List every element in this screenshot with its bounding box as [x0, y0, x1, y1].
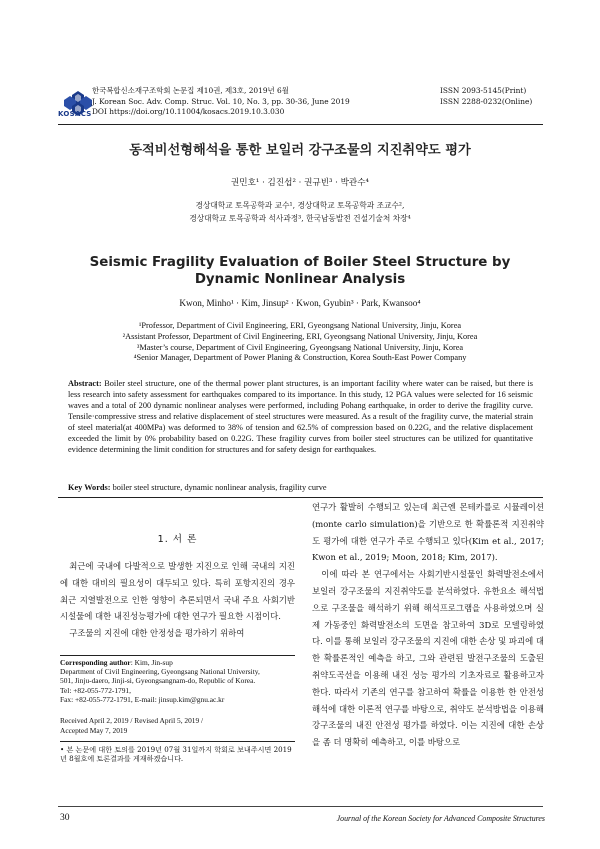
affiliation-line: ³Master’s course, Department of Civil Engineering, Gyeongsang National University, Jinju, Korea [136, 342, 464, 352]
footer-rule [58, 806, 543, 807]
corresponding-line: 501, Jinju-daero, Jinji-si, Gyeongsangnam-do, Republic of Korea. [60, 676, 256, 686]
doi-link[interactable]: DOI https://doi.org/10.11004/kosacs.2019.10.3.030 [92, 107, 285, 116]
abstract-rule [58, 497, 543, 498]
journal-header-left [92, 86, 350, 118]
affiliation-line: ⁴Senior Manager, Department of Power Planing & Construction, Korea South-East Power Company [133, 353, 467, 363]
date-line: Received April 2, 2019 / Revised April 5, 2019 / [60, 716, 204, 725]
keywords-label: Key Words: [68, 483, 111, 492]
abstract-text: Boiler steel structure, one of the thermal power plant structures, is an important facility where water can be raised, but there is less research into safety assessment for earthquakes compared to its importance. In this study, 12 PGA values were selected for 16 seismic waves and a total of 200 dynamic nonlinear analyses were performed, including Pohang earthquake, in order to derive the fragility curve. Tensile·compressive stress and relative displacement of steel structures were measured. As a result of the fragility curve, the material strain of steel material(at 400MPa) was deformed to 38% of tension and 62.5% of compression based on 0.22G, and the relative displacement exceeded the limit by 0% probability based on 0.22G. These fragility curves from boiler steel structures can be utilized for quantitative evidence determining the limit condition for structures and for safety design for earthquakes. [68, 379, 533, 454]
corresponding-line: Tel: +82-055-772-1791, [60, 685, 131, 695]
footnote-rule [60, 655, 295, 656]
paragraph: 구조물의 지진에 대한 안정성을 평가하기 위하여 [69, 628, 245, 639]
affiliations-english [0, 321, 600, 364]
keywords [68, 482, 533, 493]
affiliation-line: 경상대학교 토목공학과 석사과정³, 한국남동발전 건설기술처 차장⁴ [189, 213, 411, 223]
affiliation-line: ²Assistant Professor, Department of Civil Engineering, ERI, Gyeongsang National University, Jinju, Korea [122, 331, 478, 341]
affiliation-line: 경상대학교 토목공학과 교수¹, 경상대학교 토목공학과 조교수², [195, 201, 405, 210]
issn-online: ISSN 2288-0232(Online) [440, 96, 533, 106]
abstract-label: Abstract: [68, 379, 102, 388]
note-rule [60, 741, 295, 742]
discussion-note: • 본 논문에 대한 토의를 2019년 07월 31일까지 학회로 보내주시면 2019년 8월호에 토론결과를 게재하겠습니다. [60, 745, 292, 764]
paragraph: 연구가 활발히 수행되고 있는데 최근엔 몬테카를로 시뮬레이션(monte carlo simulation)을 기반으로 한 확률론적 지진취약도 평가에 대한 연구가 주로 수행되고 있다(Kim et al., 2017; Kwon et al., 2019; Moon, 2018; Kim, 2017). [312, 502, 544, 563]
title-english [0, 254, 600, 288]
title-korean: 동적비선형해석을 통한 보일러 강구조물의 지진취약도 평가 [129, 143, 471, 158]
authors-english: Kwon, Minho¹ · Kim, Jinsup² · Kwon, Gyubin³ · Park, Kwansoo⁴ [179, 298, 421, 308]
issn-block [440, 86, 532, 107]
logo-text: KOSACS [58, 110, 92, 118]
left-column-text [60, 558, 295, 642]
title-english-line: Seismic Fragility Evaluation of Boiler Steel Structure by [89, 255, 511, 270]
paragraph: 최근에 국내에 다발적으로 발생한 지진으로 인해 국내의 지진에 대한 대비의 필요성이 대두되고 있다. 특히 포항지진의 경우 최근 지열발전으로 인한 영향이 추론되면서 국내 주요 사회기반시설물에 대한 내진성능평가에 대한 연구가 필요한 시점이다. [60, 561, 295, 622]
abstract [68, 378, 533, 455]
affiliation-line: ¹Professor, Department of Civil Engineering, ERI, Gyeongsang National University, Jinju, Korea [138, 321, 462, 330]
journal-name: Journal of the Korean Society for Advanced Composite Structures [336, 814, 545, 823]
header-rule [58, 124, 543, 125]
received-dates [60, 716, 295, 735]
corresponding-label: Corresponding author [60, 658, 131, 667]
page-number: 30 [60, 812, 70, 823]
right-column-text [312, 499, 544, 751]
corresponding-author [60, 658, 295, 704]
header-line: J. Korean Soc. Adv. Comp. Struc. Vol. 10, No. 3, pp. 30-36, June 2019 [92, 96, 350, 106]
corresponding-line: Department of Civil Engineering, Gyeongsang National University, [60, 667, 260, 677]
paragraph: 이에 따라 본 연구에서는 사회기반시설물인 화력발전소에서 보일러 강구조물의 지진취약도를 분석하였다. 유한요소 해석법으로 구조물을 해석하기 위해 해석프로그램을 사용하였으며 실제 가동중인 화력발전소의 도면을 참고하여 3D로 모델링하였다. 이를 통해 보일러 강구조물의 지진에 대한 손상 및 파괴에 대한 확률론적인 예측을 하고, 그와 관련된 발전구조물의 도출된 취약도곡선을 이용해 내진 성능 평가의 기초자료로 활용하고자 한다. 따라서 기존의 연구를 참고하여 확률을 이용한 한 안전성 해석에 대한 이론적 연구를 바탕으로, 취약도 분석방법을 이용해 강구조물의 내진 안전성 평가를 하였다. 이는 지진에 대한 손상을 좀 더 명확히 예측하고, 이를 바탕으로 [312, 569, 544, 748]
corresponding-email: Fax: +82-055-772-1791, E-mail: jinsup.kim@gnu.ac.kr [60, 694, 225, 704]
section-title: 1. 서 론 [157, 534, 198, 545]
date-line: Accepted May 7, 2019 [60, 725, 128, 735]
corresponding-name: : Kim, Jin-sup [130, 658, 173, 667]
header-line: 한국복합신소재구조학회 논문집 제10권, 제3호, 2019년 6월 [92, 86, 289, 95]
keywords-text: boiler steel structure, dynamic nonlinear analysis, fragility curve [112, 483, 327, 492]
affiliations-korean [0, 200, 600, 225]
title-english-line: Dynamic Nonlinear Analysis [194, 272, 406, 287]
authors-korean: 권민호¹ · 김진섭² · 권규빈³ · 박관수⁴ [231, 178, 369, 188]
issn-print: ISSN 2093-5145(Print) [440, 86, 527, 95]
